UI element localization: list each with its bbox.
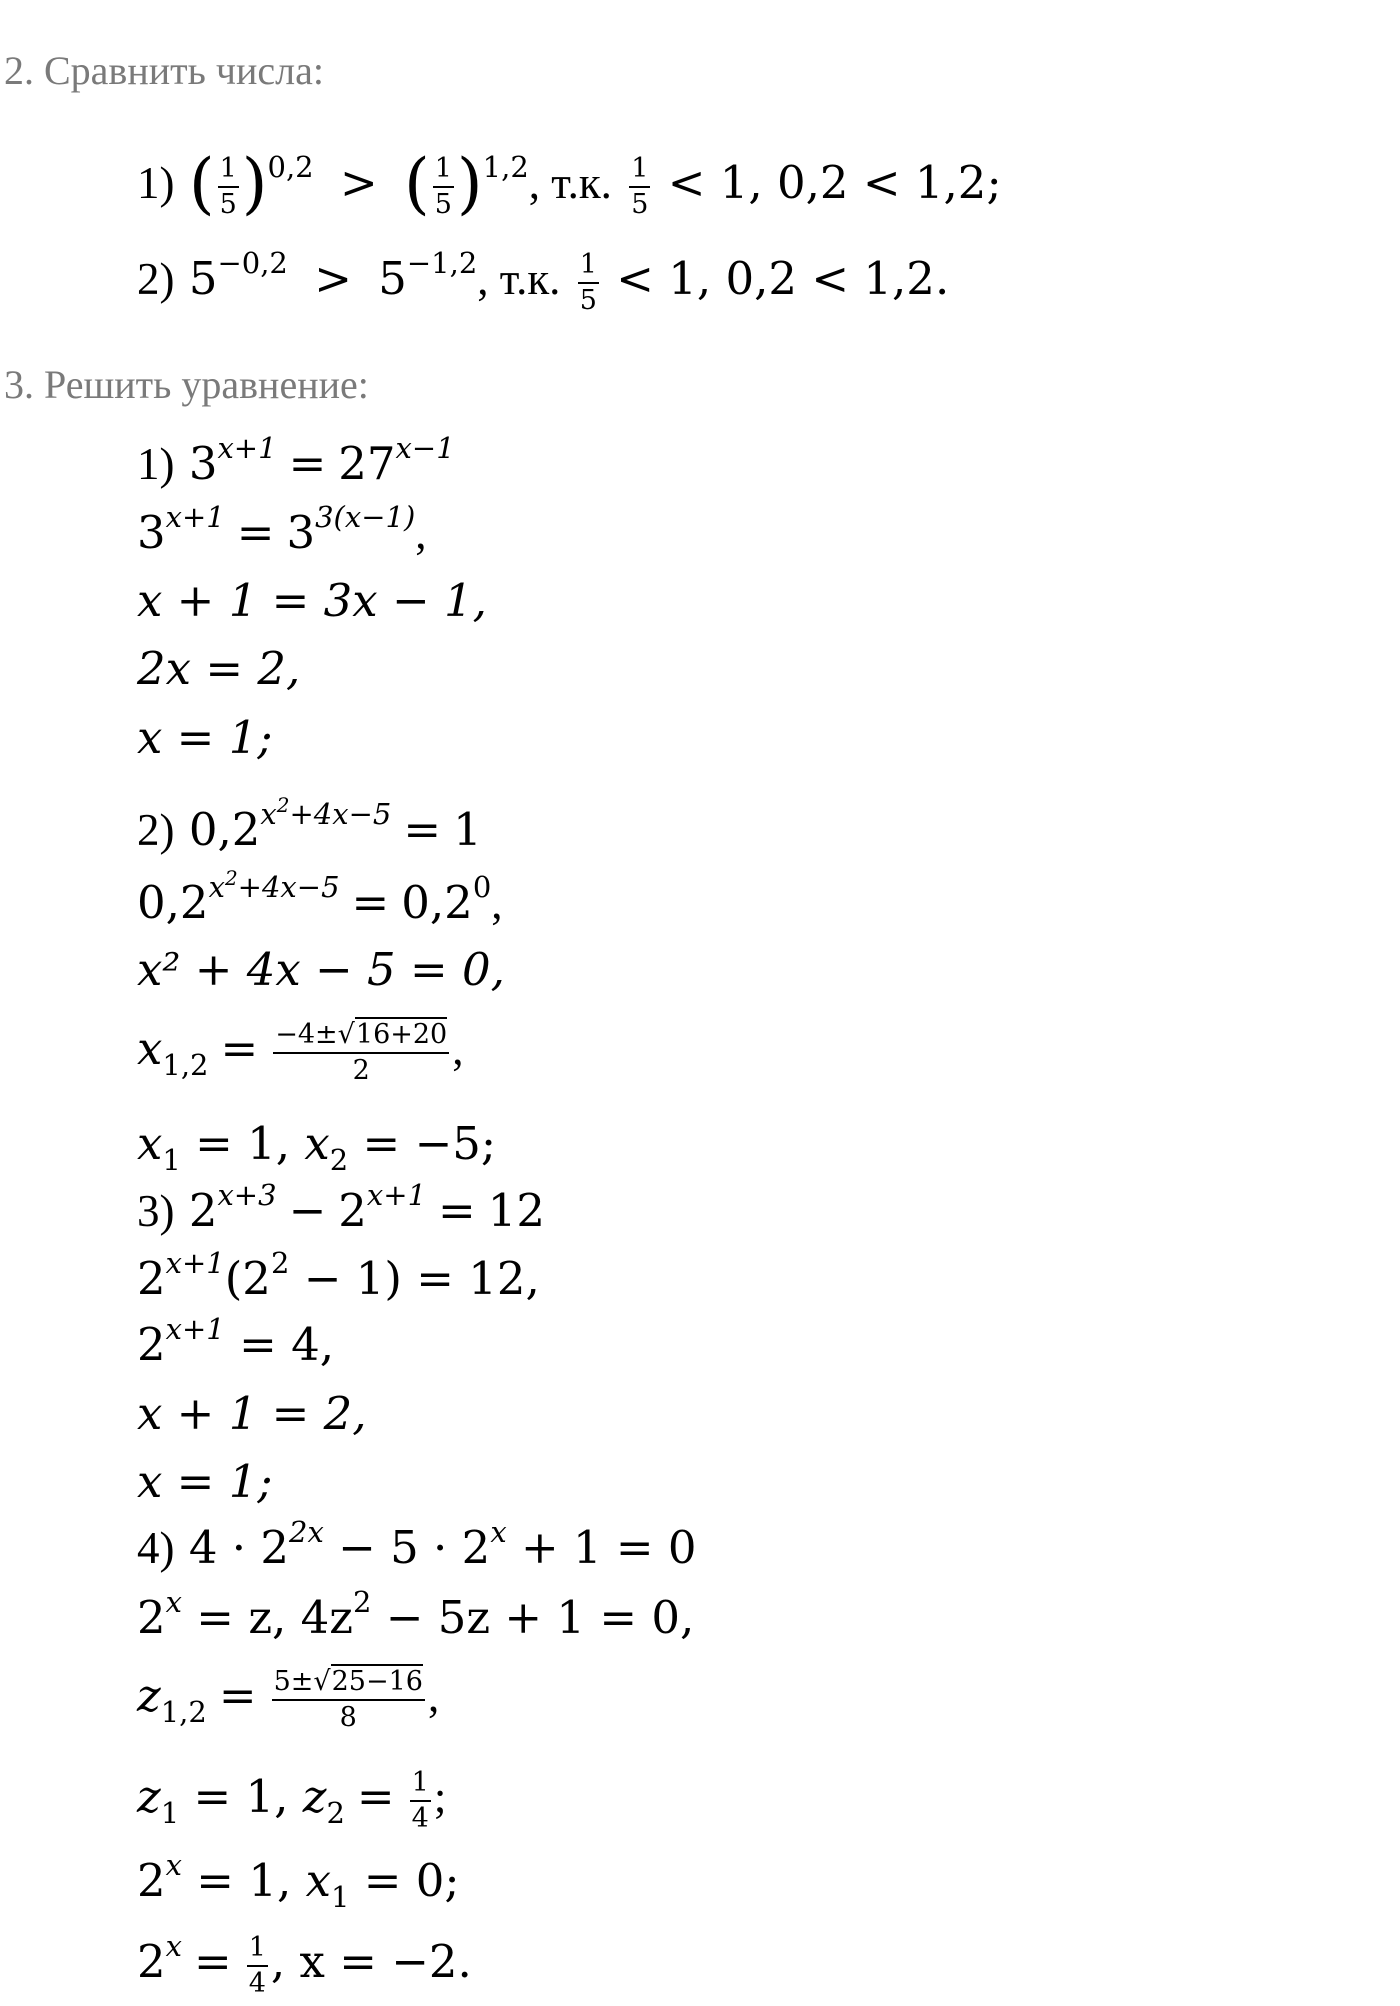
base: 5	[188, 252, 218, 306]
eq2-line-3: x² + 4x − 5 = 0,	[137, 943, 505, 996]
since-text: , т.к.	[477, 254, 561, 305]
compare-item-2	[137, 246, 950, 316]
fraction-one-fifth: $\frac{1}{5}$	[219, 152, 237, 220]
exponent: x+1	[217, 431, 277, 465]
exponent: −1,2	[406, 246, 478, 281]
eq1-line-4: 2x = 2,	[137, 642, 301, 695]
left-paren: (	[188, 145, 215, 222]
eq4-line-4: $z_1 = 1$, $z_2$ = $\frac{1}{4}$ ;	[137, 1767, 447, 1834]
eq3-line-1: 3) $2^{x+3} - 2^{x+1} = 12$	[137, 1178, 546, 1237]
eq1-line-2: $3^{x+1} = 3^{3(x-1)}$,	[137, 500, 427, 559]
exponent: x2+4x−5	[260, 793, 392, 831]
eq1-line-5: x = 1;	[137, 711, 273, 764]
eq2-line-1: 2) $0,2^{x^2+4x-5} = 1$	[137, 793, 482, 856]
eq4-line-6: $2^x$ = $\frac{1}{4}$ , x = −2.	[137, 1929, 472, 1999]
fraction-one-fifth: $\frac{1}{5}$	[434, 152, 452, 220]
fraction-one-quarter: $\frac{1}{4}$	[411, 1767, 429, 1834]
base: 5	[378, 252, 407, 306]
greater-than: >	[339, 156, 378, 209]
comparison-rest: < 1, 0,2 < 1,2.	[616, 252, 950, 306]
compare-item-1	[137, 145, 1002, 222]
eq1-line-1: 1) $3^{x+1} = 27^{x-1}$	[137, 431, 455, 490]
eq4-line-1: 4) $4 \cdot 2^{2x} - 5 \cdot 2^x + 1 = 0$	[137, 1515, 697, 1574]
eq3-line-2: $2^{x+1}(2^2 - 1) = 12$,	[137, 1246, 540, 1305]
eq1-line-3: x + 1 = 3x − 1,	[137, 574, 487, 627]
item-label: 3)	[137, 1186, 175, 1236]
item-label: 2)	[137, 254, 175, 305]
item-label: 4)	[137, 1523, 175, 1573]
item-label: 1)	[137, 158, 175, 208]
quadratic-fraction: $\frac{-4\pm√16+20}{2}$	[275, 1019, 448, 1086]
eq2-line-4: $x_{1,2}$ = $\frac{-4\pm√16+20}{2}$ ,	[137, 1019, 464, 1086]
task-3-heading: 3. Решить уравнение:	[4, 362, 369, 407]
eq4-line-5: $2^x = 1$, $x_1 = 0$;	[137, 1848, 460, 1914]
eq3-line-5: x = 1;	[137, 1455, 273, 1508]
eq4-line-2: $2^x = z$, $4z^2 - 5z + 1 = 0$,	[137, 1585, 695, 1644]
left-paren: (	[403, 145, 430, 222]
greater-than: >	[314, 252, 352, 306]
eq3-line-3: $2^{x+1} = 4$,	[137, 1312, 335, 1371]
eq2-line-5: $x_1 = 1$, $x_2 = -5$;	[137, 1117, 497, 1177]
comparison-rest: < 1, 0,2 < 1,2;	[667, 156, 1002, 209]
item-label: 2)	[137, 805, 175, 855]
eq3-line-4: x + 1 = 2,	[137, 1387, 367, 1440]
right-paren: )	[241, 145, 268, 222]
exponent: −0,2	[217, 246, 288, 281]
fraction-one-fifth: $\frac{1}{5}$	[631, 152, 649, 220]
exponent: 0,2	[267, 150, 314, 184]
fraction-one-fifth: $\frac{1}{5}$	[579, 249, 597, 316]
item-label: 1)	[137, 439, 175, 489]
quadratic-fraction: $\frac{5\pm√25-16}{8}$	[273, 1666, 423, 1733]
task-2-heading: 2. Сравнить числа:	[4, 48, 324, 93]
since-text: , т.к.	[528, 158, 612, 208]
exponent: 1,2	[482, 150, 529, 184]
exponent: x−1	[395, 431, 455, 465]
fraction-one-quarter: $\frac{1}{4}$	[248, 1932, 266, 1999]
eq4-line-3: $z_{1,2}$ = $\frac{5\pm√25-16}{8}$ ,	[137, 1666, 440, 1733]
right-paren: )	[456, 145, 483, 222]
eq2-line-2: $0,2^{x^2+4x-5} = 0,2^0$,	[137, 866, 503, 929]
exponent: 3(x−1)	[315, 500, 416, 534]
